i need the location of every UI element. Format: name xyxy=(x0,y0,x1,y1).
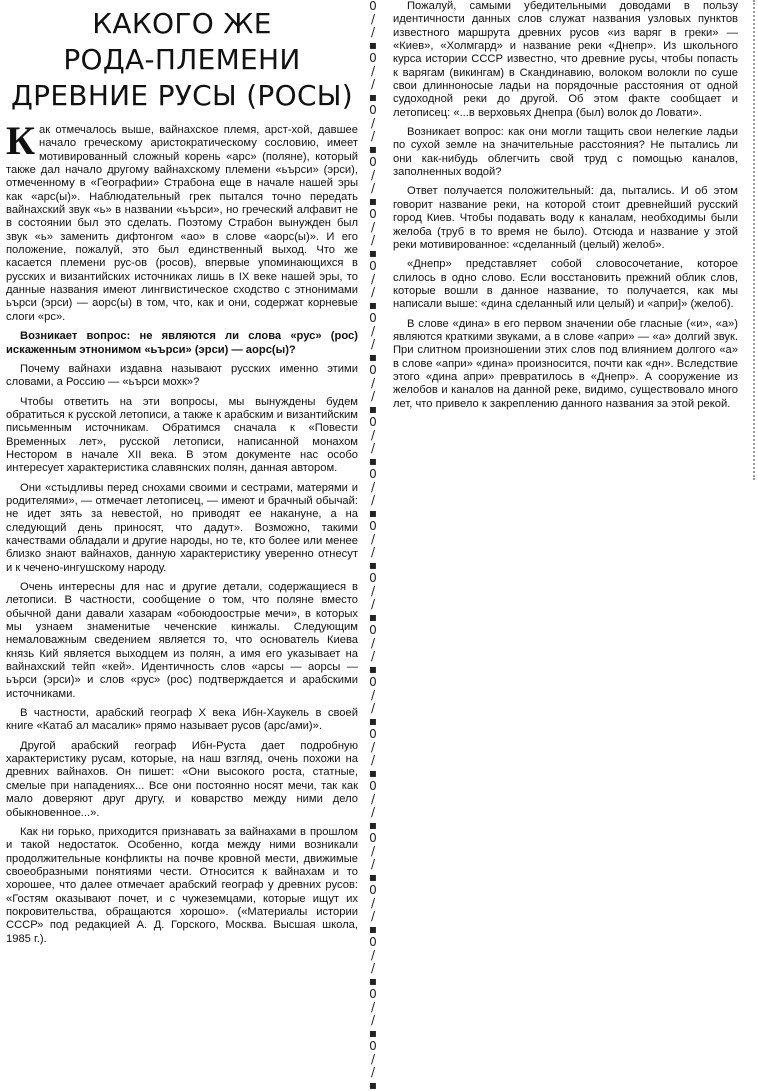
divider-glyph: 0 xyxy=(369,519,377,533)
divider-glyph: ▪ xyxy=(368,454,378,468)
divider-glyph: 0 xyxy=(369,727,377,741)
divider-glyph: ▪ xyxy=(368,194,378,208)
divider-glyph: 0 xyxy=(369,623,377,637)
divider-glyph: ▪ xyxy=(368,558,378,572)
paragraph: В слове «дина» в его первом значении обе гласные («и», «а») являются краткими звуками, а в слове «апри» — «а» долгий звук. При слитном произношении этих слов под влиянием долгого «а» в слове «апри» «дина» произносится, почти как «дн». Вследствие этого «дина апри» превратилось в «Днепр». А сооружение из желобов и каналов на данной реке, видимо, существовало много лет, что привело к закреплению данного названия за этой рекой. xyxy=(393,317,738,410)
divider-glyph: 0 xyxy=(369,831,377,845)
divider-glyph: / xyxy=(370,337,376,351)
divider-glyph: / xyxy=(370,376,376,390)
paragraph: Они «стыдливы перед снохами своими и сестрами, матерями и родителями», — отмечает летописец, — имеют и брачный обычай: не идет зять за невестой, но приводят ее накануне, а на следующий день приносят, что дадут». Возможно, такими качествами обладали и другие народы, но те, кто более или менее близко знают вайнахов, данную характеристику уверенно отнесут и к чечено-ингушскому народу. xyxy=(6,481,358,574)
paragraph-text: ак отмечалось выше, вайнахское племя, арст-хой, давшее начало греческому аристократическому сословию, имеет мотивированный сложный корень «арс» (поляне), который также дал начало другому вайнахскому племени «ьърси» (эрси), отмеченному в «Географии» Страбона еще в начале нашей эры как «арс(ы)». Наблюдательный грек пытался точно передать вайнахский звук «ь» в названии «ьърси», но греческий алфавит не в состоянии был это сделать. Поэтому Страбон вынужден был звук «ь» заменить дифтонгом «ао» в слове «аорс(ы)». И его положение, пожалуй, это был единственный выход. Что же касается племени рус-ов (росов), впервые упоминающихся в русских и византийских источниках лишь в IX веке нашей эры, то данные названия имеют лингвистическое сходство с этнонимами ьърси (эрси) — аорс(ы) в том, что, как и они, содержат корневые слоги «рс». xyxy=(6,124,358,323)
left-column xyxy=(6,6,358,952)
divider-glyph: / xyxy=(370,129,376,143)
divider-glyph: ▪ xyxy=(368,402,378,416)
divider-glyph: ▪ xyxy=(368,350,378,364)
divider-glyph: ▪ xyxy=(368,610,378,624)
divider-glyph: ▪ xyxy=(368,90,378,104)
divider-glyph: / xyxy=(370,64,376,78)
divider-glyph: / xyxy=(370,116,376,130)
paragraph: Как ни горько, приходится признавать за вайнахами в прошлом и такой недостаток. Особенно, когда между ними возникали продолжительные конфликты на почве кровной мести, движимые своеобразными понятиями чести. Относится к вайнахам и то хорошее, что далее отмечает арабский географ у древних русов: «Гостям оказывают почет, и с чужеземцами, которые ищут их покровительства, обращаются хорошо». («Материалы истории СССР» под редакцией А. Д. Горского, Москва. Высшая школа, 1985 г.). xyxy=(6,825,358,945)
divider-glyph: / xyxy=(370,181,376,195)
paragraph: Возникает вопрос: как они могли тащить свои нелегкие ладьи по сухой земле на значительные расстояния? Не пытались ли они как-нибудь облегчить свой труд с помощью каналов, заполненных водой? xyxy=(393,126,738,179)
divider-glyph: / xyxy=(370,220,376,234)
divider-glyph: ▪ xyxy=(368,818,378,832)
divider-glyph: / xyxy=(370,948,376,962)
title-line-3: ДРЕВНИЕ РУСЫ (РОСЫ) xyxy=(10,79,354,112)
drop-cap: К xyxy=(6,118,36,163)
divider-glyph: 0 xyxy=(369,0,377,13)
divider-glyph: / xyxy=(370,896,376,910)
divider-glyph: 0 xyxy=(369,1039,377,1053)
divider-glyph: / xyxy=(370,740,376,754)
divider-glyph: / xyxy=(370,480,376,494)
divider-glyph: / xyxy=(370,805,376,819)
paragraph: Пожалуй, самыми убедительными доводами в пользу идентичности данных слов служат названия узловых пунктов известного маршрута древних русов «из варяг в греки» — «Киев», «Холмгард» и название реки «Днепр». Из школьного курса истории СССР известно, что древние русы, чтобы попасть к варягам (викингам) в Скандинавию, волоком волокли по суше свои длинноносые ладьи на порядочные расстояния от одной судоходной реки до другой. Об этом факте сообщает и летописец: «...в верховьях Днепра (был) волок до Ловати». xyxy=(393,0,738,119)
divider-glyph: / xyxy=(370,636,376,650)
paragraph: В частности, арабский географ Х века Ибн-Хаукель в своей книге «Катаб ал масалик» прямо называет русов (арс/ами)». xyxy=(6,707,358,733)
divider-glyph: / xyxy=(370,12,376,26)
divider-glyph: / xyxy=(370,272,376,286)
divider-glyph: / xyxy=(370,1000,376,1014)
paragraph: Очень интересны для нас и другие детали, содержащиеся в летописи. В частности, сообщение о том, что поляне вместо обычной дани давали хазарам «обоюдоострые мечи», в которых мы узнаем знаменитые чеченские кинжалы. Следующим немаловажным сведением является то, что основатель Киева князь Кий является выходцем из полян, а имя его указывает на вайнахский тейп «кей». Идентичность слов «арсы — аорсы — ьърси (эрси)» и слов «рус» (рос) подтверждается и арабскими источниками. xyxy=(6,581,358,700)
divider-glyph: ▪ xyxy=(368,1026,378,1040)
divider-glyph: 0 xyxy=(369,259,377,273)
divider-glyph: / xyxy=(370,1052,376,1066)
divider-glyph: ▪ xyxy=(368,714,378,728)
paragraph: Возникает вопрос: не являются ли слова «рус» (рос) искаженным этнонимом «ьърси» (эрси) — аорс(ы)? xyxy=(6,330,358,356)
divider-glyph: 0 xyxy=(369,363,377,377)
divider-glyph: / xyxy=(370,1065,376,1079)
divider-glyph: / xyxy=(370,753,376,767)
divider-glyph: 0 xyxy=(369,467,377,481)
divider-glyph: / xyxy=(370,532,376,546)
divider-glyph: 0 xyxy=(369,207,377,221)
divider-glyph: 0 xyxy=(369,883,377,897)
divider-glyph: / xyxy=(370,792,376,806)
divider-glyph: / xyxy=(370,77,376,91)
divider-glyph: ▪ xyxy=(368,298,378,312)
paragraph: Другой арабский географ Ибн-Руста дает подробную характеристику русам, которые, на наш взгляд, очень похожи на древних вайнахов. Он пишет: «Они высокого роста, статные, смелые при нападениях... Все они постоянно носят мечи, так как мало доверяют друг другу, и коварство между ними дело обыкновенное...». xyxy=(6,739,358,819)
divider-glyph: 0 xyxy=(369,415,377,429)
divider-glyph: 0 xyxy=(369,571,377,585)
divider-glyph: 0 xyxy=(369,779,377,793)
title-line-1: КАКОГО ЖЕ xyxy=(92,7,272,40)
paragraph: «Днепр» представляет собой словосочетание, которое слилось в одно слово. Если восстановить прежний облик слов, которые вошли в данное название, то получается, как мы написали выше: «дина сделанный или целый) и «апри]» (желоб). xyxy=(393,258,738,311)
divider-glyph: / xyxy=(370,688,376,702)
paragraph xyxy=(6,118,358,324)
divider-glyph: / xyxy=(370,844,376,858)
divider-glyph: ▪ xyxy=(368,922,378,936)
divider-glyph: / xyxy=(370,701,376,715)
divider-glyph: / xyxy=(370,441,376,455)
divider-glyph: ▪ xyxy=(368,974,378,988)
paragraph: Чтобы ответить на эти вопросы, мы вынуждены будем обратиться к русской летописи, а также к арабским и византийским письменным источникам. Обратимся сначала к «Повести Временных лет», русской летописи, написанной монахом Нестором в начале XII века. В этом документе нас особо интересует характеристика славянских полян, данная автором. xyxy=(6,395,358,475)
divider-glyph: / xyxy=(370,649,376,663)
divider-glyph: / xyxy=(370,324,376,338)
divider-glyph: / xyxy=(370,584,376,598)
divider-glyph: 0 xyxy=(369,675,377,689)
divider-glyph: 0 xyxy=(369,155,377,169)
divider-glyph: ▪ xyxy=(368,142,378,156)
divider-glyph: 0 xyxy=(369,935,377,949)
column-divider xyxy=(366,0,380,1091)
divider-glyph: / xyxy=(370,1013,376,1027)
divider-glyph: 0 xyxy=(369,311,377,325)
title-line-2: РОДА-ПЛЕМЕНИ xyxy=(63,43,301,76)
divider-glyph: ▪ xyxy=(368,662,378,676)
right-column xyxy=(393,0,738,417)
divider-glyph: / xyxy=(370,545,376,559)
divider-glyph: / xyxy=(370,25,376,39)
divider-glyph: / xyxy=(370,285,376,299)
paragraph: Ответ получается положительный: да, пытались. И об этом говорит название реки, на которой стоит древнейший русский город Киев. Чтобы подавать воду к каналам, необходимы были желоба (труб в то время не было). Отсюда и название у этой реки мотивированное: «сделанный (целый) желоб». xyxy=(393,185,738,251)
divider-glyph: 0 xyxy=(369,103,377,117)
divider-glyph: ▪ xyxy=(368,1078,378,1091)
divider-glyph: ▪ xyxy=(368,870,378,884)
divider-glyph: / xyxy=(370,233,376,247)
divider-glyph: / xyxy=(370,428,376,442)
divider-glyph: ▪ xyxy=(368,38,378,52)
divider-glyph: / xyxy=(370,389,376,403)
paragraph: Почему вайнахи издавна называют русских именно этими словами, а Россию — «ьърси мохк»? xyxy=(6,362,358,389)
divider-glyph: ▪ xyxy=(368,506,378,520)
divider-glyph: / xyxy=(370,909,376,923)
article-title xyxy=(6,6,358,114)
divider-glyph: ▪ xyxy=(368,246,378,260)
page-edge-dots xyxy=(745,0,755,480)
divider-glyph: / xyxy=(370,493,376,507)
divider-glyph: / xyxy=(370,961,376,975)
divider-glyph: ▪ xyxy=(368,766,378,780)
divider-glyph: / xyxy=(370,857,376,871)
divider-glyph: / xyxy=(370,597,376,611)
divider-glyph: / xyxy=(370,168,376,182)
divider-glyph: 0 xyxy=(369,51,377,65)
divider-glyph: 0 xyxy=(369,987,377,1001)
